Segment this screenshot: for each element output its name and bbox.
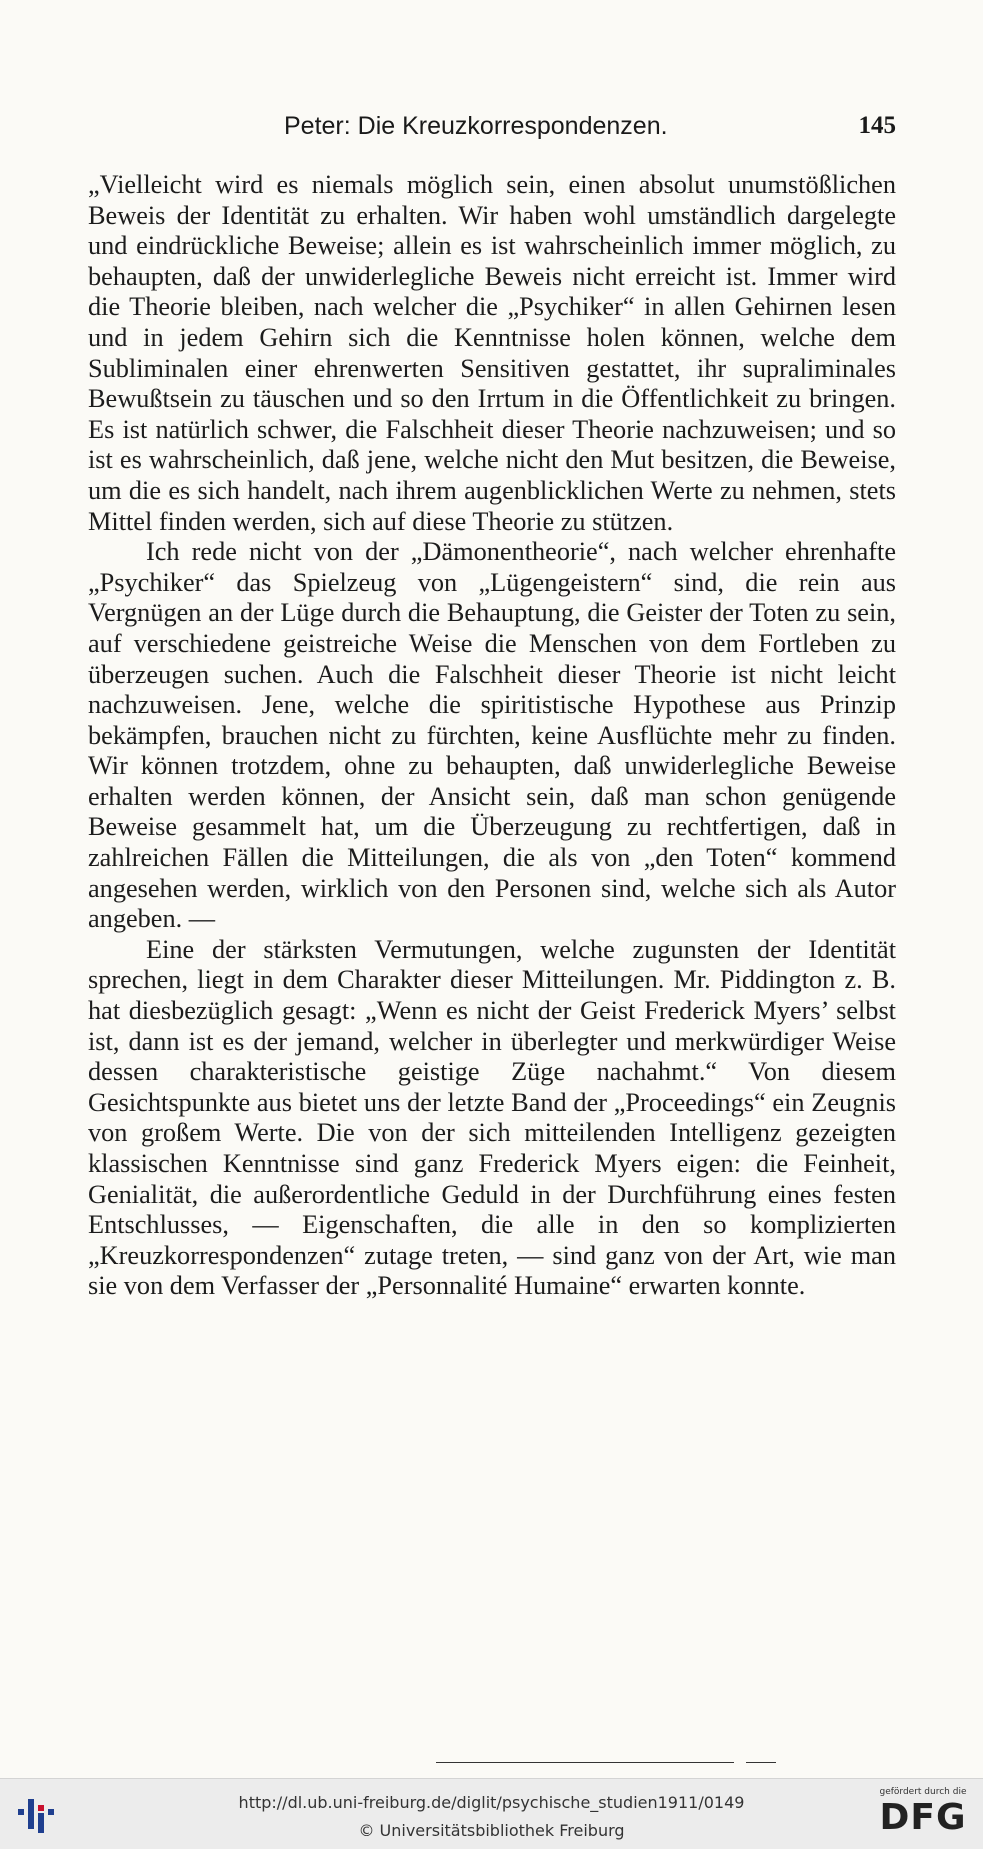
body-text (88, 170, 896, 1302)
page-number: 145 (858, 112, 896, 139)
page-header (88, 112, 896, 152)
running-title: Peter: Die Kreuzkorrespondenzen. (284, 112, 668, 140)
footnote-rule-short (746, 1762, 776, 1763)
paragraph-2: Ich rede nicht von der „Dämonentheorie“, nach welcher ehrenhafte „Psychiker“ das Spielzeug von „Lügengeistern“ sind, die rein aus Vergnügen an der Lüge durch die Behauptung, die Geister der Toten zu sein, auf verschiedene geistreiche Weise die Menschen von dem Fortleben zu überzeugen suchen. Auch die Falschheit dieser Theorie ist nicht leicht nachzuweisen. Jene, welche die spiritistische Hypothese aus Prinzip bekämpfen, brauchen nicht zu fürchten, keine Ausflüchte mehr zu finden. Wir können trotzdem, ohne zu behaupten, daß unwiderlegliche Beweise erhalten werden können, der Ansicht sein, daß man schon genügende Beweise gesammelt hat, um die Überzeugung zu rechtfertigen, daß in zahlreichen Fällen die Mitteilungen, die als von „den Toten“ kommend angesehen werden, wirklich von den Personen sind, welche sich als Autor angeben. — (88, 537, 896, 934)
dfg-funding-badge (875, 1787, 971, 1845)
viewer-footer (0, 1778, 983, 1849)
paragraph-1: „Vielleicht wird es niemals möglich sein, einen absolut unumstößlichen Beweis der Identität zu erhalten. Wir haben wohl umständlich dargelegte und eindrückliche Beweise; allein es ist wahrscheinlich immer möglich, zu behaupten, daß der unwiderlegliche Beweis nicht erreicht ist. Immer wird die Theorie bleiben, nach welcher die „Psychiker“ in allen Gehirnen lesen und in jedem Gehirn sich die Kenntnisse holen können, welche dem Subliminalen einer ehrenwerten Sensitiven gestattet, ihr supraliminales Bewußtsein zu täuschen und so den Irrtum in die Öffentlichkeit zu bringen. Es ist natürlich schwer, die Falschheit dieser Theorie nachzuweisen; und so ist es wahrscheinlich, daß jene, welche nicht den Mut besitzen, die Beweise, um die es sich handelt, nach ihrem augenblicklichen Werte zu nehmen, stets Mittel finden werden, sich auf diese Theorie zu stützen. (88, 170, 896, 536)
paragraph-3: Eine der stärksten Vermutungen, welche zugunsten der Identität sprechen, liegt in dem Charakter dieser Mitteilungen. Mr. Piddington z. B. hat diesbezüglich gesagt: „Wenn es nicht der Geist Frederick Myers’ selbst ist, dann ist es der jemand, welcher in überlegter und merkwürdiger Weise dessen charakteristische geistige Züge nachahmt.“ Von diesem Gesichtspunkte aus bietet uns der letzte Band der „Proceedings“ ein Zeugnis von großem Werte. Die von der sich mitteilenden Intelligenz gezeigten klassischen Kenntnisse sind ganz Frederick Myers eigen: die Feinheit, Genialität, die außerordentliche Geduld in der Durchführung eines festen Entschlusses, — Eigenschaften, die alle in den so komplizierten „Kreuzkorrespondenzen“ zutage treten, — sind ganz von der Art, wie man sie von dem Verfasser der „Personnalité Humaine“ erwarten konnte. (88, 934, 896, 1301)
dfg-logo: DFG (879, 1797, 967, 1838)
dfg-caption: gefördert durch die (879, 1787, 967, 1797)
permalink-url[interactable]: http://dl.ub.uni-freiburg.de/diglit/psychische_studien1911/0149 (238, 1793, 745, 1812)
footnote-rule (436, 1762, 734, 1763)
copyright-notice: © Universitätsbibliothek Freiburg (358, 1821, 625, 1840)
